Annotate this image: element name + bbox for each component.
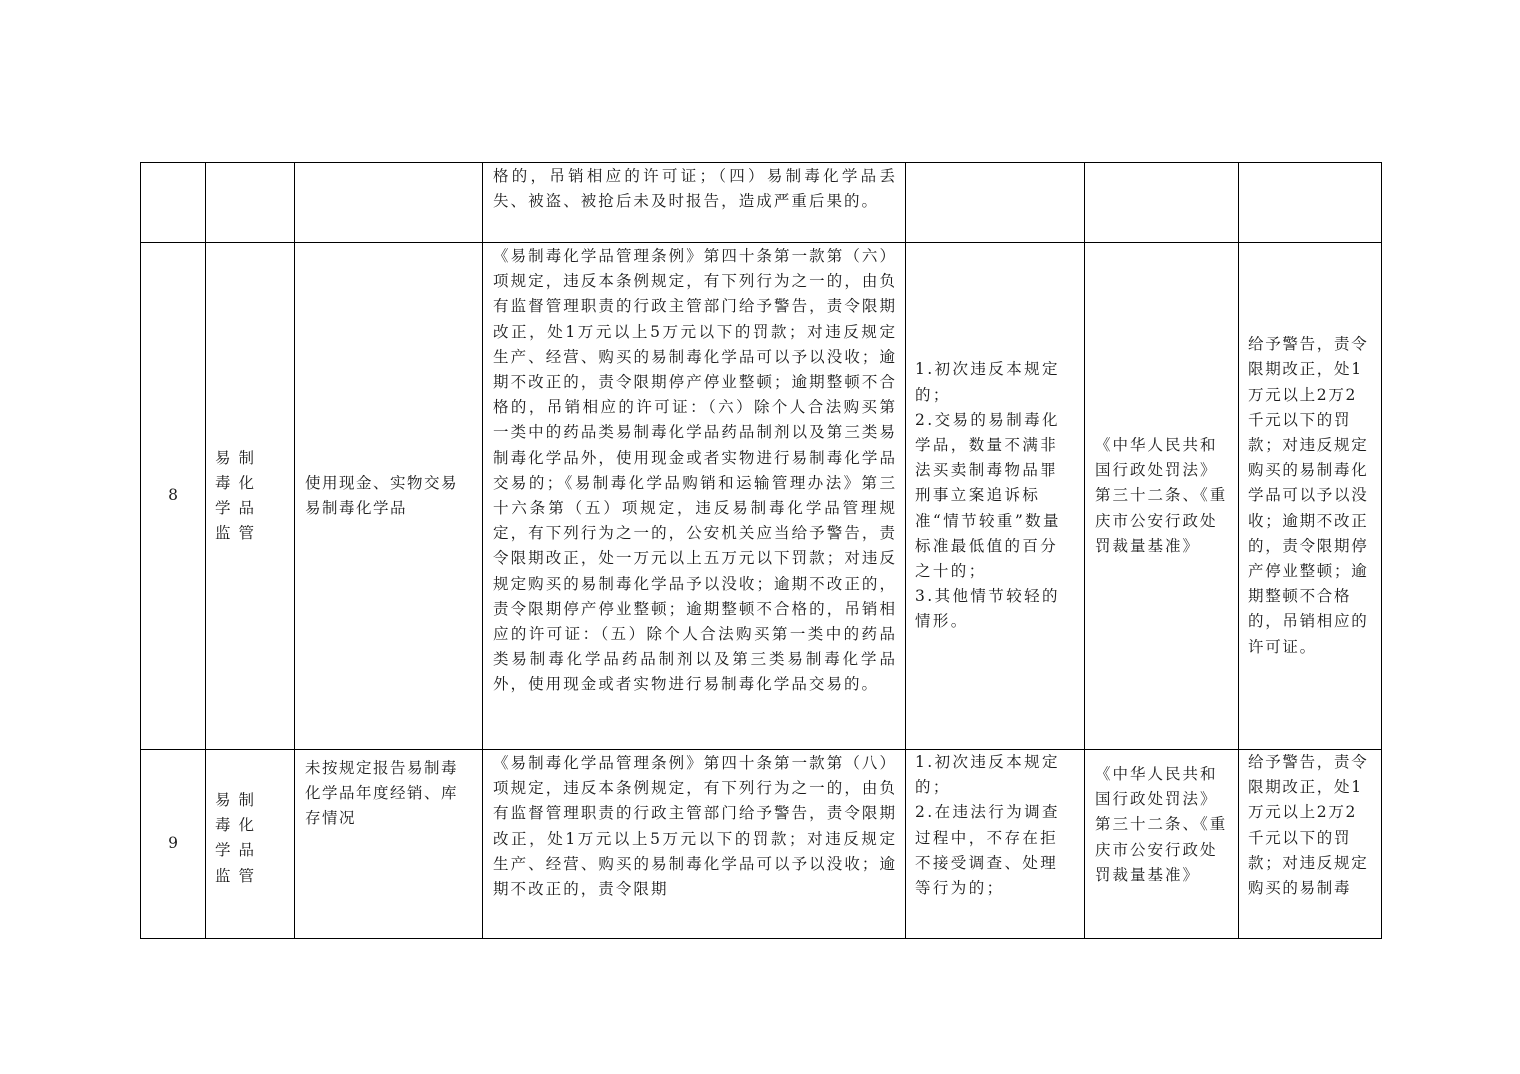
row-violation-item: 使用现金、实物交易易制毒化学品	[295, 243, 483, 750]
row-penalty-standard: 给予警告，责令限期改正，处1万元以上2万2千元以下的罚款；对违反规定购买的易制毒	[1239, 750, 1382, 939]
row-penalty-basis: 《易制毒化学品管理条例》第四十条第一款第（六）项规定，违反本条例规定，有下列行为之一的，由负有监督管理职责的行政主管部门给予警告，责令限期改正，处1万元以上5万元以下的罚款；对违反规定生产、经营、购买的易制毒化学品可以予以没收；逾期不改正的，责令限期停产停业整顿；逾期整顿不合格的，吊销相应的许可证：（六）除个人合法购买第一类中的药品类易制毒化学品药品制剂以及第三类易制毒化学品外，使用现金或者实物进行易制毒化学品交易的；《易制毒化学品购销和运输管理办法》第三十六条第（五）项规定，违反易制毒化学品管理规定，有下列行为之一的，公安机关应当给予警告，责令限期改正，处一万元以上五万元以下罚款；对违反规定购买的易制毒化学品予以没收；逾期不改正的，责令限期停产停业整顿；逾期整顿不合格的，吊销相应的许可证：（五）除个人合法购买第一类中的药品类易制毒化学品药品制剂以及第三类易制毒化学品外，使用现金或者实物进行易制毒化学品交易的。	[483, 243, 906, 750]
table-row	[141, 163, 1382, 243]
row-legal-basis: 《中华人民共和国行政处罚法》第三十二条、《重庆市公安行政处罚裁量基准》	[1085, 750, 1239, 939]
row-category: 易制毒化学品监管	[206, 243, 295, 750]
row-number: 9	[141, 750, 206, 939]
row-circumstances	[906, 163, 1085, 243]
row-category	[206, 163, 295, 243]
row-category: 易制毒化学品监管	[206, 750, 295, 939]
row-number: 8	[141, 243, 206, 750]
row-penalty-standard: 给予警告，责令限期改正，处1万元以上2万2千元以下的罚款；对违反规定购买的易制毒化学品可以予以没收；逾期不改正的，责令限期停产停业整顿；逾期整顿不合格的，吊销相应的许可证。	[1239, 243, 1382, 750]
row-legal-basis	[1085, 163, 1239, 243]
row-number	[141, 163, 206, 243]
table-row	[141, 243, 1382, 750]
row-penalty-standard	[1239, 163, 1382, 243]
table-row	[141, 750, 1382, 939]
row-violation-item: 未按规定报告易制毒化学品年度经销、库存情况	[295, 750, 483, 939]
row-circumstances: 1.初次违反本规定的； 2.在违法行为调查过程中，不存在拒不接受调查、处理等行为的；	[906, 750, 1085, 939]
row-violation-item	[295, 163, 483, 243]
row-penalty-basis: 《易制毒化学品管理条例》第四十条第一款第（八）项规定，违反本条例规定，有下列行为之一的，由负有监督管理职责的行政主管部门给予警告，责令限期改正，处1万元以上5万元以下的罚款；对违反规定生产、经营、购买的易制毒化学品可以予以没收；逾期不改正的，责令限期	[483, 750, 906, 939]
penalty-standard-table	[140, 162, 1382, 939]
row-penalty-basis: 格的，吊销相应的许可证；（四）易制毒化学品丢失、被盗、被抢后未及时报告，造成严重后果的。	[483, 163, 906, 243]
row-legal-basis: 《中华人民共和国行政处罚法》第三十二条、《重庆市公安行政处罚裁量基准》	[1085, 243, 1239, 750]
row-circumstances: 1.初次违反本规定的； 2.交易的易制毒化学品，数量不满非法买卖制毒物品罪刑事立案追诉标准“情节较重”数量标准最低值的百分之十的； 3.其他情节较轻的情形。	[906, 243, 1085, 750]
